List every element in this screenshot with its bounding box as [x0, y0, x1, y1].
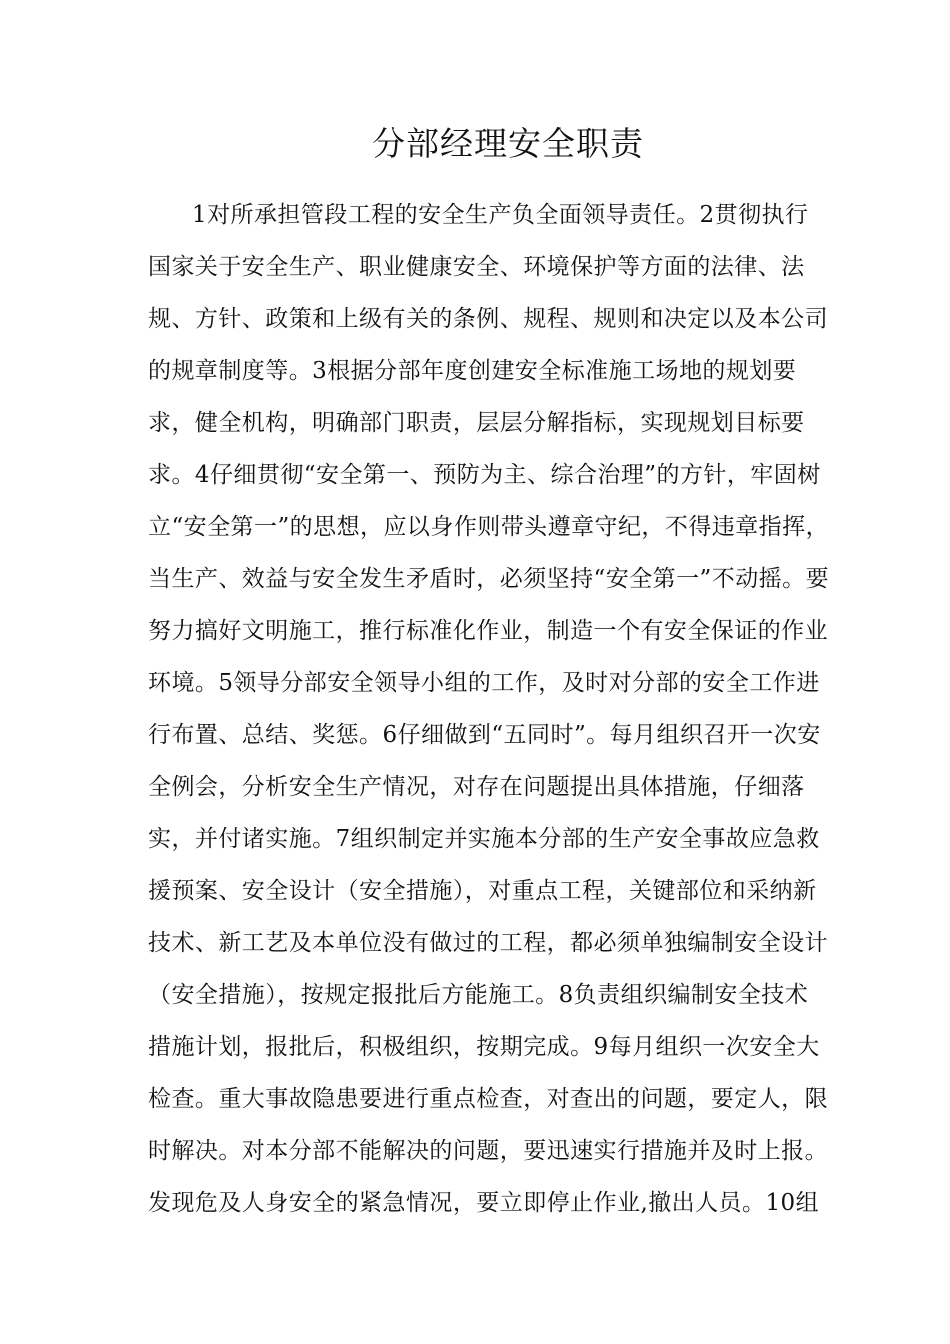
body-line: 的规章制度等。3根据分部年度创建安全标准施工场地的规划要	[148, 358, 797, 384]
body-line: 规、方针、政策和上级有关的条例、规程、规则和决定以及本公司	[148, 306, 829, 332]
document-body	[148, 189, 830, 1229]
body-line: 国家关于安全生产、职业健康安全、环境保护等方面的法律、法	[148, 254, 805, 280]
body-line: 技术、新工艺及本单位没有做过的工程，都必须单独编制安全设计	[148, 930, 829, 956]
body-line: 援预案、安全设计（安全措施），对重点工程，关键部位和采纳新	[148, 878, 817, 904]
body-line: 检查。重大事故隐患要进行重点检查，对查出的问题，要定人，限	[148, 1086, 829, 1112]
body-line: 发现危及人身安全的紧急情况，要立即停止作业,撤出人员。10组	[148, 1190, 820, 1216]
body-line: 措施计划，报批后，积极组织，按期完成。9每月组织一次安全大	[148, 1034, 820, 1060]
body-line: 求，健全机构，明确部门职责，层层分解指标，实现规划目标要	[148, 410, 805, 436]
body-line: （安全措施），按规定报批后方能施工。8负责组织编制安全技术	[148, 982, 809, 1008]
body-line: 全例会，分析安全生产情况，对存在问题提出具体措施，仔细落	[148, 774, 805, 800]
document-title: 分部经理安全职责	[372, 124, 644, 163]
body-line: 行布置、总结、奖惩。6仔细做到“五同时”。每月组织召开一次安	[148, 722, 821, 748]
body-line: 努力搞好文明施工，推行标准化作业，制造一个有安全保证的作业	[148, 618, 829, 644]
body-line: 求。4仔细贯彻“安全第一、预防为主、综合治理”的方针，牢固树	[148, 462, 821, 488]
body-line: 立“安全第一”的思想，应以身作则带头遵章守纪，不得违章指挥，	[148, 514, 830, 540]
body-line: 环境。5领导分部安全领导小组的工作，及时对分部的安全工作进	[148, 670, 820, 696]
body-line: 实，并付诸实施。7组织制定并实施本分部的生产安全事故应急救	[148, 826, 820, 852]
body-line: 时解决。对本分部不能解决的问题，要迅速实行措施并及时上报。	[148, 1138, 829, 1164]
body-line: 当生产、效益与安全发生矛盾时，必须坚持“安全第一”不动摇。要	[148, 566, 830, 592]
body-line: 1对所承担管段工程的安全生产负全面领导责任。2贯彻执行	[192, 202, 809, 228]
